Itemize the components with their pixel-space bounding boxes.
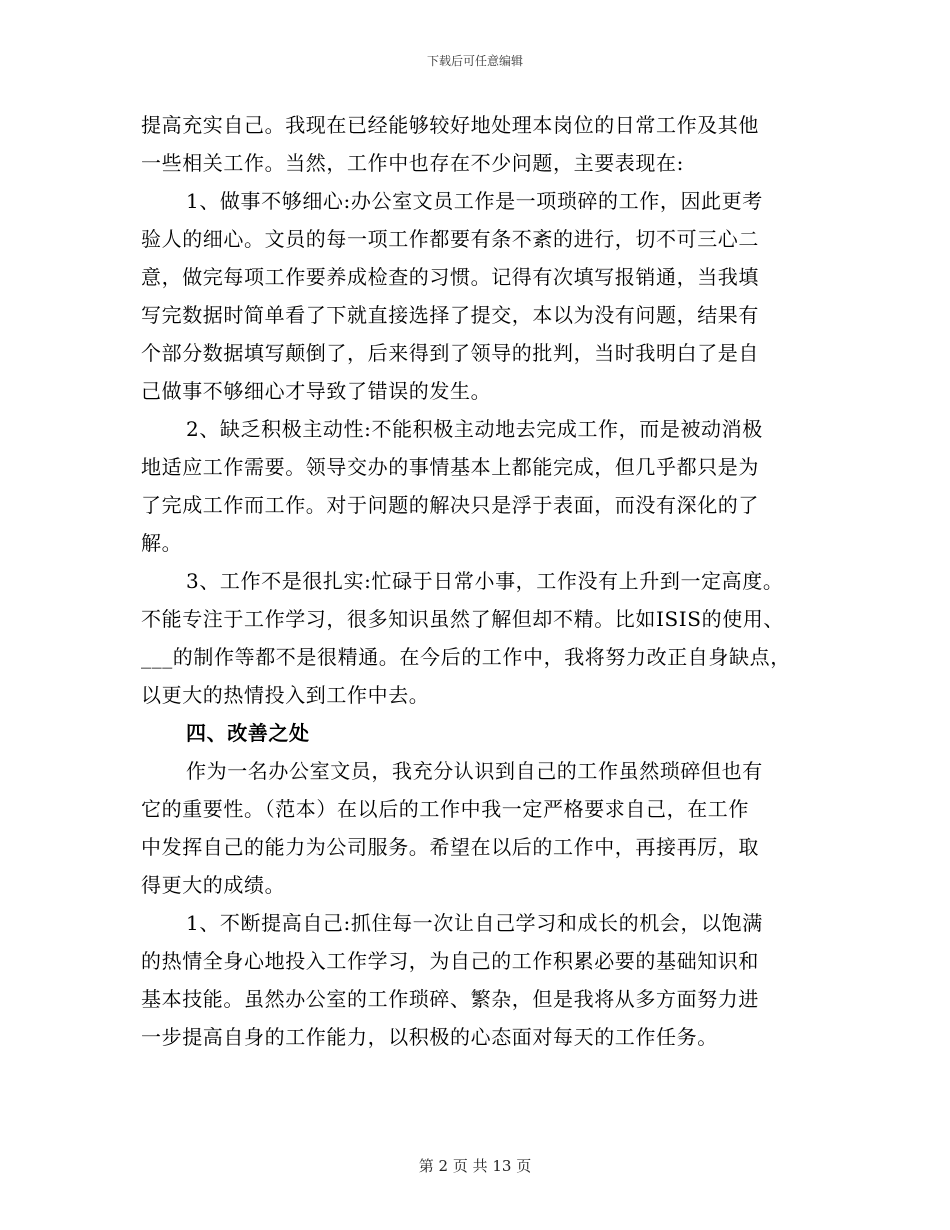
text-line: ___的制作等都不是很精通。在今后的工作中，我将努力改正自身缺点，: [141, 645, 791, 669]
text-line: 以更大的热情投入到工作中去。: [141, 683, 430, 707]
text-line: 的热情全身心地投入工作学习，为自己的工作积累必要的基础知识和: [141, 949, 759, 973]
text-line: 它的重要性。（范本）在以后的工作中我一定严格要求自己，在工作: [141, 797, 749, 821]
text-line: 验人的细心。文员的每一项工作都要有条不紊的进行，切不可三心二: [141, 227, 759, 251]
text-line: 2、缺乏积极主动性:不能积极主动地去完成工作，而是被动消极: [186, 417, 763, 441]
page-footer: 第 2 页 共 13 页: [418, 1157, 532, 1175]
text-line: 不能专注于工作学习，很多知识虽然了解但却不精。比如ISIS的使用、: [141, 607, 785, 631]
text-line: 基本技能。虽然办公室的工作琐碎、繁杂，但是我将从多方面努力进: [141, 987, 759, 1011]
section-heading: 四、改善之处: [186, 721, 310, 745]
text-line: 写完数据时简单看了下就直接选择了提交，本以为没有问题，结果有: [141, 303, 759, 327]
text-line: 提高充实自己。我现在已经能够较好地处理本岗位的日常工作及其他: [141, 113, 759, 137]
text-line: 己做事不够细心才导致了错误的发生。: [141, 379, 492, 403]
text-line: 一步提高自身的工作能力，以积极的心态面对每天的工作任务。: [141, 1025, 718, 1049]
text-line: 个部分数据填写颠倒了，后来得到了领导的批判，当时我明白了是自: [141, 341, 759, 365]
text-line: 意，做完每项工作要养成检查的习惯。记得有次填写报销通，当我填: [141, 265, 759, 289]
text-line: 中发挥自己的能力为公司服务。希望在以后的工作中，再接再厉，取: [141, 835, 759, 859]
text-line: 作为一名办公室文员，我充分认识到自己的工作虽然琐碎但也有: [186, 759, 763, 783]
text-line: 3、工作不是很扎实:忙碌于日常小事，工作没有上升到一定高度。: [186, 569, 784, 593]
text-line: 解。: [141, 531, 183, 555]
text-line: 了完成工作而工作。对于问题的解决只是浮于表面，而没有深化的了: [141, 493, 759, 517]
text-line: 1、做事不够细心:办公室文员工作是一项琐碎的工作，因此更考: [186, 189, 763, 213]
text-line: 得更大的成绩。: [141, 873, 286, 897]
page-header: 下载后可任意编辑: [426, 54, 523, 68]
text-line: 1、不断提高自己:抓住每一次让自己学习和成长的机会，以饱满: [186, 911, 763, 935]
text-line: 一些相关工作。当然，工作中也存在不少问题，主要表现在:: [141, 151, 684, 175]
text-line: 地适应工作需要。领导交办的事情基本上都能完成，但几乎都只是为: [141, 455, 759, 479]
